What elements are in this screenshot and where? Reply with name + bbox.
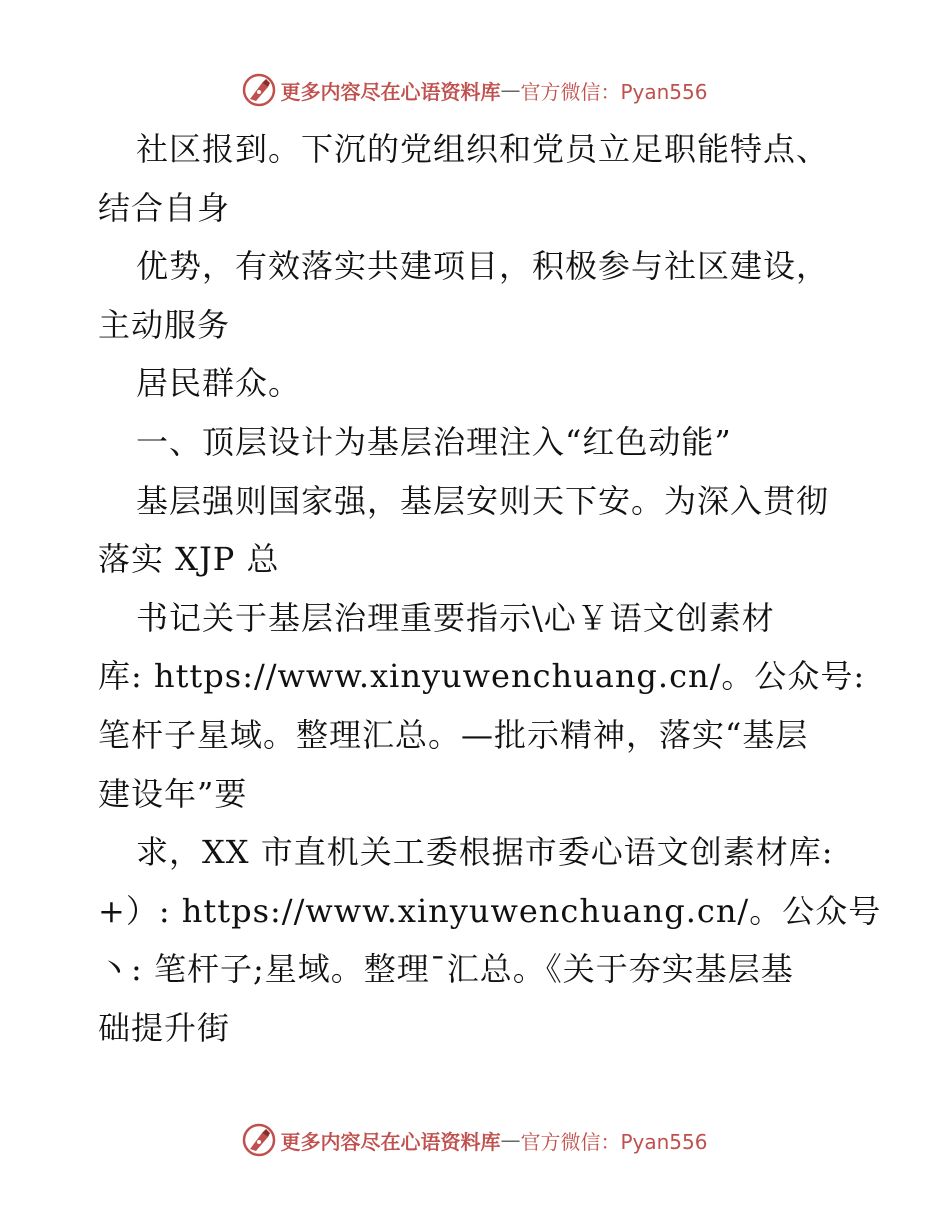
text-line: 求，XX 市直机关工委根据市委心语文创素材库: (136, 833, 834, 872)
text-line: 础提升街 (98, 1008, 231, 1047)
footer-wechat-text: 官方微信：Pyan556 (520, 1129, 708, 1154)
pen-nib-logo-icon (242, 1123, 276, 1157)
text-line: 丶: 笔杆子;星域。整理¯汇总。《关于夯实基层基 (98, 950, 794, 989)
text-line: 结合自身 (98, 188, 231, 227)
header-brand-text: 更多内容尽在心语资料库 (280, 79, 501, 104)
text-line: 优势，有效落实共建项目，积极参与社区建设， (136, 247, 830, 286)
header-separator: — (500, 78, 521, 102)
text-line: 社区报到。下沉的党组织和党员立足职能特点、 (136, 130, 830, 168)
text-line: +）: https://www.xinyuwenchuang.cn/。公众号 (98, 891, 882, 930)
text-line: 居民群众。 (136, 364, 302, 403)
document-body (98, 120, 882, 1058)
footer-banner (0, 1120, 950, 1160)
text-line: 基层强则国家强，基层安则天下安。为深入贯彻 (136, 481, 830, 520)
text-line: 书记关于基层治理重要指示\心￥语文创素材 (136, 598, 775, 637)
pen-nib-logo-icon (242, 73, 276, 107)
text-line: 库: https://www.xinyuwenchuang.cn/。公众号: (98, 657, 866, 696)
text-line: 落实 XJP 总 (98, 540, 280, 579)
header-wechat-text: 官方微信：Pyan556 (520, 79, 708, 104)
text-line: 主动服务 (98, 305, 231, 344)
text-line: 建设年”要 (98, 774, 248, 813)
text-line: 笔杆子星域。整理汇总。—批示精神，落实“基层 (98, 715, 809, 754)
footer-brand-text: 更多内容尽在心语资料库 (280, 1129, 501, 1154)
footer-separator: — (500, 1128, 521, 1152)
header-banner (0, 70, 950, 110)
text-line: 一、顶层设计为基层治理注入“红色动能” (136, 422, 732, 461)
